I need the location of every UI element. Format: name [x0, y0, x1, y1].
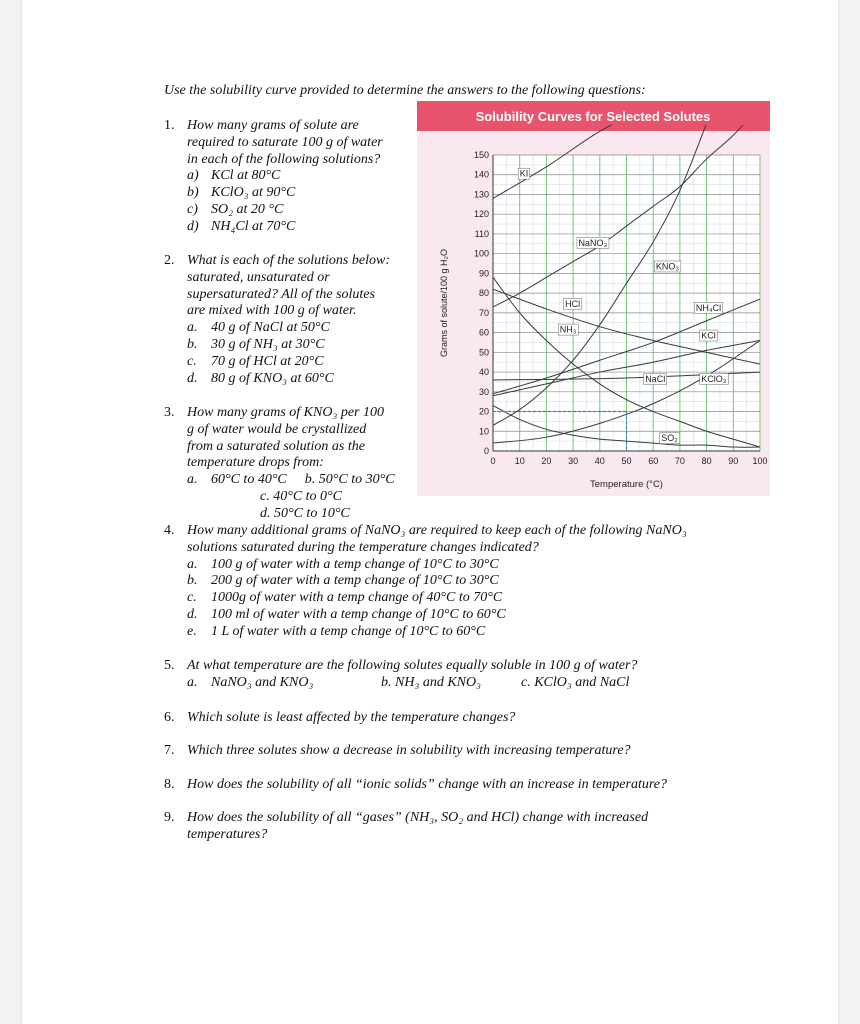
x-axis-label: Temperature (°C) — [590, 479, 663, 490]
x-tick-label: 10 — [514, 456, 525, 466]
x-tick-label: 30 — [568, 456, 579, 466]
x-tick-label: 100 — [752, 456, 768, 466]
question-text: temperatures? — [187, 826, 268, 842]
curve-label-NH₄Cl: NH₄Cl — [695, 302, 722, 313]
question-text: temperature drops from: — [187, 455, 324, 471]
question-text: in each of the following solutions? — [187, 151, 381, 167]
question-subitem: a. 100 g of water with a temp change of 10°C to 30°C — [187, 556, 499, 572]
x-tick-label: 20 — [541, 456, 552, 466]
question-number: 1. — [164, 118, 175, 133]
y-tick-label: 50 — [478, 347, 489, 358]
question-subitem: c) SO₂ at 20 °C — [187, 201, 284, 217]
question-text: How does the solubility of all “gases” (NH₃, SO₂ and HCl) change with increased — [187, 810, 649, 825]
question-subitem: a. 60°C to 40°C b. 50°C to 30°C — [187, 472, 395, 488]
x-tick-label: 70 — [674, 456, 685, 466]
chart-title: Solubility Curves for Selected Solutes — [475, 109, 711, 124]
y-tick-label: 130 — [473, 189, 489, 200]
question-7 — [164, 743, 631, 760]
question-subitem: a. 40 g of NaCl at 50°C — [187, 320, 330, 336]
y-tick-label: 30 — [478, 386, 489, 397]
question-number: 8. — [164, 777, 175, 792]
question-8 — [164, 777, 667, 794]
question-subitem: b) KClO₃ at 90°C — [187, 185, 296, 201]
question-text: supersaturated? All of the solutes — [187, 286, 375, 302]
instructions: Use the solubility curve provided to determine the answers to the following questions: — [164, 83, 646, 98]
question-number: 5. — [164, 658, 175, 673]
question-1 — [164, 118, 383, 236]
question-subitem: d. 100 ml of water with a temp change of 10°C to 60°C — [187, 606, 506, 622]
question-subitem: c. 40°C to 0°C — [260, 488, 342, 504]
question-6 — [164, 710, 515, 727]
y-tick-label: 60 — [478, 327, 489, 338]
solubility-chart — [417, 101, 770, 496]
y-tick-label: 10 — [478, 426, 489, 437]
question-subitem: a. NaNO₃ and KNO₃ b. NH₃ and KNO₃ c. KClO₃ and NaCl — [187, 674, 630, 690]
question-text: How many grams of solute are — [187, 118, 359, 133]
question-number: 9. — [164, 810, 175, 825]
question-number: 6. — [164, 710, 175, 725]
y-tick-label: 80 — [478, 288, 489, 299]
question-text: How does the solubility of all “ionic solids” change with an increase in temperature? — [187, 777, 667, 792]
x-tick-label: 50 — [621, 456, 632, 466]
question-subitem: b. 200 g of water with a temp change of 10°C to 30°C — [187, 573, 499, 589]
curve-label-NaNO₃: NaNO₃ — [578, 237, 608, 248]
question-4 — [164, 523, 687, 641]
curve-label-KClO₃: KClO₃ — [701, 373, 727, 384]
question-text: At what temperature are the following solutes equally soluble in 100 g of water? — [187, 658, 638, 673]
question-text: solutions saturated during the temperature changes indicated? — [187, 539, 539, 555]
y-tick-label: 90 — [478, 268, 489, 279]
y-axis-label: Grams of solute/100 g H₂O — [439, 248, 449, 358]
question-subitem: a) KCl at 80°C — [187, 168, 281, 184]
question-3 — [164, 405, 395, 523]
question-number: 4. — [164, 523, 175, 538]
y-tick-label: 40 — [478, 367, 489, 378]
y-tick-label: 0 — [483, 446, 489, 456]
y-tick-label: 120 — [473, 209, 489, 220]
y-tick-label: 20 — [478, 406, 489, 417]
question-text: g of water would be crystallized — [187, 421, 367, 437]
question-text: required to saturate 100 g of water — [187, 134, 383, 150]
curve-label-KCl: KCl — [701, 330, 716, 341]
curve-label-HCl: HCl — [565, 298, 581, 309]
question-subitem: c. 70 g of HCl at 20°C — [187, 353, 324, 369]
question-text: Which solute is least affected by the temperature changes? — [187, 710, 516, 725]
x-tick-label: 40 — [594, 456, 605, 466]
question-subitem: e. 1 L of water with a temp change of 10°C to 60°C — [187, 623, 486, 639]
y-tick-label: 110 — [474, 228, 489, 239]
question-subitem: d. 80 g of KNO₃ at 60°C — [187, 370, 334, 386]
question-subitem: d) NH₄Cl at 70°C — [187, 218, 296, 234]
question-subitem: d. 50°C to 10°C — [260, 505, 350, 521]
x-tick-label: 90 — [728, 456, 739, 466]
y-tick-label: 140 — [473, 169, 489, 180]
curve-label-NH₃: NH₃ — [559, 324, 577, 335]
question-text: saturated, unsaturated or — [187, 269, 330, 285]
y-tick-label: 100 — [473, 248, 489, 259]
curve-label-KI: KI — [519, 168, 529, 179]
question-text: are mixed with 100 g of water. — [187, 303, 357, 319]
question-text: from a saturated solution as the — [187, 438, 365, 454]
y-tick-label: 150 — [473, 150, 489, 160]
chart-canvas — [417, 101, 770, 496]
question-text: How many grams of KNO₃ per 100 — [187, 405, 384, 420]
x-tick-label: 0 — [490, 456, 496, 466]
y-tick-label: 70 — [478, 307, 489, 318]
question-text: What is each of the solutions below: — [187, 253, 390, 268]
question-text: Which three solutes show a decrease in solubility with increasing temperature? — [187, 743, 631, 758]
question-text: How many additional grams of NaNO₃ are required to keep each of the following NaNO₃ — [187, 523, 687, 538]
question-2 — [164, 253, 390, 387]
worksheet-page — [22, 0, 838, 1024]
question-number: 2. — [164, 253, 175, 268]
question-9 — [164, 810, 648, 844]
curve-label-NaCl: NaCl — [645, 373, 666, 384]
curve-label-KNO₃: KNO₃ — [655, 261, 680, 272]
curve-label-SO₂: SO₂ — [661, 433, 678, 444]
x-tick-label: 80 — [701, 456, 712, 466]
question-subitem: c. 1000g of water with a temp change of 40°C to 70°C — [187, 590, 503, 606]
question-subitem: b. 30 g of NH₃ at 30°C — [187, 336, 325, 352]
question-number: 7. — [164, 743, 175, 758]
question-number: 3. — [164, 405, 175, 420]
x-tick-label: 60 — [648, 456, 659, 466]
question-5 — [164, 658, 637, 692]
